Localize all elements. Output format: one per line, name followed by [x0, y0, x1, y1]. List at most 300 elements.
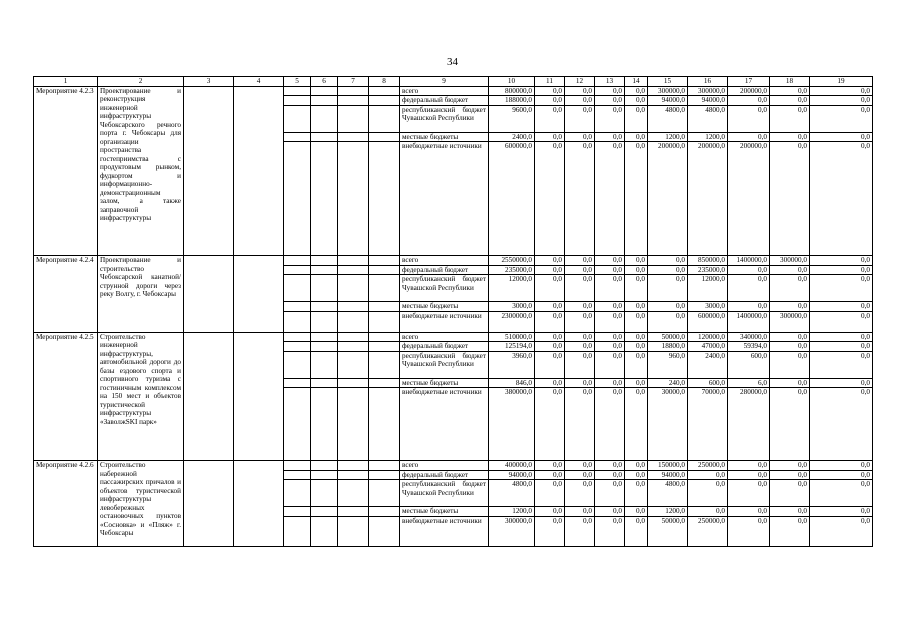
column-header: 8 — [369, 77, 400, 87]
empty-cell — [369, 516, 400, 546]
value-cell: 1200,0 — [648, 132, 688, 141]
empty-cell — [311, 388, 338, 461]
empty-cell — [369, 378, 400, 387]
value-cell: 600000,0 — [688, 311, 728, 332]
value-cell: 300000,0 — [770, 256, 810, 265]
value-cell: 0,0 — [770, 332, 810, 341]
value-cell: 0,0 — [535, 96, 565, 105]
value-cell: 0,0 — [595, 265, 625, 274]
column-header: 7 — [338, 77, 369, 87]
empty-cell — [369, 351, 400, 378]
value-cell: 4800,0 — [688, 105, 728, 132]
empty-cell — [369, 96, 400, 105]
value-cell: 0,0 — [728, 516, 770, 546]
value-cell: 0,0 — [565, 311, 595, 332]
value-cell: 2400,0 — [489, 132, 535, 141]
value-cell: 0,0 — [565, 256, 595, 265]
empty-cell — [338, 311, 369, 332]
empty-cell — [234, 332, 284, 460]
value-cell: 0,0 — [625, 332, 648, 341]
value-cell: 0,0 — [770, 351, 810, 378]
value-cell: 235000,0 — [688, 265, 728, 274]
value-cell: 280000,0 — [728, 388, 770, 461]
value-cell: 0,0 — [535, 507, 565, 516]
value-cell: 94000,0 — [688, 96, 728, 105]
empty-cell — [234, 256, 284, 332]
value-cell: 0,0 — [728, 265, 770, 274]
value-cell: 0,0 — [535, 480, 565, 507]
value-cell: 846,0 — [489, 378, 535, 387]
value-cell: 380000,0 — [489, 388, 535, 461]
empty-cell — [311, 480, 338, 507]
empty-cell — [338, 265, 369, 274]
value-cell: 0,0 — [595, 332, 625, 341]
value-cell: 0,0 — [565, 461, 595, 470]
funding-source: всего — [400, 256, 489, 265]
value-cell: 4800,0 — [648, 480, 688, 507]
value-cell: 0,0 — [565, 265, 595, 274]
column-header: 10 — [489, 77, 535, 87]
value-cell: 0,0 — [565, 480, 595, 507]
empty-cell — [311, 265, 338, 274]
value-cell: 0,0 — [595, 105, 625, 132]
value-cell: 0,0 — [728, 302, 770, 311]
value-cell: 0,0 — [810, 470, 873, 479]
empty-cell — [338, 388, 369, 461]
empty-cell — [369, 311, 400, 332]
value-cell: 0,0 — [625, 461, 648, 470]
value-cell: 188000,0 — [489, 96, 535, 105]
funding-source: федеральный бюджет — [400, 470, 489, 479]
value-cell: 0,0 — [595, 480, 625, 507]
value-cell: 0,0 — [810, 275, 873, 302]
value-cell: 0,0 — [770, 480, 810, 507]
value-cell: 0,0 — [728, 105, 770, 132]
empty-cell — [369, 132, 400, 141]
value-cell: 0,0 — [565, 87, 595, 96]
funding-source: внебюджетные источники — [400, 311, 489, 332]
value-cell: 0,0 — [625, 302, 648, 311]
value-cell: 0,0 — [535, 132, 565, 141]
column-header: 13 — [595, 77, 625, 87]
value-cell: 50000,0 — [648, 516, 688, 546]
empty-cell — [284, 256, 311, 265]
value-cell: 0,0 — [770, 378, 810, 387]
empty-cell — [338, 507, 369, 516]
empty-cell — [311, 275, 338, 302]
empty-cell — [338, 470, 369, 479]
empty-cell — [369, 87, 400, 96]
header-row — [34, 77, 873, 87]
funding-source: республиканский бюджет Чувашской Республики — [400, 351, 489, 378]
empty-cell — [284, 480, 311, 507]
value-cell: 0,0 — [535, 332, 565, 341]
value-cell: 0,0 — [565, 275, 595, 302]
measure-code: Мероприятие 4.2.3 — [34, 87, 98, 256]
value-cell: 0,0 — [565, 351, 595, 378]
value-cell: 0,0 — [595, 311, 625, 332]
column-header: 17 — [728, 77, 770, 87]
empty-cell — [369, 105, 400, 132]
column-header: 11 — [535, 77, 565, 87]
value-cell: 200000,0 — [728, 142, 770, 256]
funding-source: местные бюджеты — [400, 378, 489, 387]
value-cell: 200000,0 — [688, 142, 728, 256]
value-cell: 0,0 — [688, 507, 728, 516]
funding-source: федеральный бюджет — [400, 342, 489, 351]
value-cell: 0,0 — [565, 470, 595, 479]
value-cell: 0,0 — [625, 132, 648, 141]
value-cell: 0,0 — [625, 516, 648, 546]
empty-cell — [311, 105, 338, 132]
empty-cell — [311, 87, 338, 96]
value-cell: 0,0 — [648, 275, 688, 302]
value-cell: 1400000,0 — [728, 256, 770, 265]
value-cell: 250000,0 — [688, 516, 728, 546]
value-cell: 0,0 — [595, 507, 625, 516]
value-cell: 18800,0 — [648, 342, 688, 351]
empty-cell — [369, 142, 400, 256]
value-cell: 1200,0 — [688, 132, 728, 141]
empty-cell — [311, 470, 338, 479]
empty-cell — [369, 342, 400, 351]
measure-name: Проектирование и реконструкция инженерной инфраструктуры Чебоксарского речного порта г. Чебоксары для организации пространства гостеприимства с продуктовым рынком, фудкортом и информационно-демонстрационным залом, а также заправочной инфраструктуры — [98, 87, 184, 256]
column-header: 19 — [810, 77, 873, 87]
empty-cell — [369, 461, 400, 470]
value-cell: 240,0 — [648, 378, 688, 387]
value-cell: 0,0 — [535, 302, 565, 311]
value-cell: 0,0 — [595, 256, 625, 265]
value-cell: 0,0 — [810, 480, 873, 507]
value-cell: 0,0 — [535, 275, 565, 302]
empty-cell — [184, 256, 234, 332]
value-cell: 0,0 — [770, 461, 810, 470]
value-cell: 0,0 — [595, 516, 625, 546]
value-cell: 0,0 — [535, 256, 565, 265]
measure-code: Мероприятие 4.2.5 — [34, 332, 98, 460]
value-cell: 300000,0 — [770, 311, 810, 332]
empty-cell — [184, 87, 234, 256]
value-cell: 0,0 — [728, 470, 770, 479]
value-cell: 400000,0 — [489, 461, 535, 470]
value-cell: 0,0 — [595, 461, 625, 470]
value-cell: 0,0 — [565, 388, 595, 461]
value-cell: 50000,0 — [648, 332, 688, 341]
empty-cell — [284, 351, 311, 378]
column-header: 4 — [234, 77, 284, 87]
value-cell: 0,0 — [625, 342, 648, 351]
empty-cell — [284, 311, 311, 332]
value-cell: 0,0 — [565, 516, 595, 546]
value-cell: 4800,0 — [489, 480, 535, 507]
measure-code: Мероприятие 4.2.6 — [34, 461, 98, 546]
funding-source: местные бюджеты — [400, 302, 489, 311]
column-header: 5 — [284, 77, 311, 87]
value-cell: 0,0 — [565, 332, 595, 341]
budget-table — [33, 76, 873, 547]
value-cell: 94000,0 — [648, 96, 688, 105]
value-cell: 0,0 — [770, 302, 810, 311]
value-cell: 0,0 — [625, 96, 648, 105]
value-cell: 0,0 — [625, 142, 648, 256]
value-cell: 300000,0 — [648, 87, 688, 96]
measure-name: Строительство инженерной инфраструктуры, автомобильной дороги до базы ездового спорта и спортивного туризма с гостиничным комплексом на 150 мест и объектов туристической инфраструктуры «ЗаволжSKI парк» — [98, 332, 184, 460]
value-cell: 0,0 — [535, 388, 565, 461]
value-cell: 0,0 — [565, 507, 595, 516]
empty-cell — [338, 275, 369, 302]
empty-cell — [338, 342, 369, 351]
empty-cell — [338, 351, 369, 378]
table-row — [34, 461, 873, 470]
value-cell: 600,0 — [688, 378, 728, 387]
value-cell: 1200,0 — [648, 507, 688, 516]
table-row — [34, 87, 873, 96]
funding-source: местные бюджеты — [400, 507, 489, 516]
value-cell: 0,0 — [595, 470, 625, 479]
value-cell: 250000,0 — [688, 461, 728, 470]
value-cell: 0,0 — [535, 142, 565, 256]
value-cell: 0,0 — [535, 105, 565, 132]
value-cell: 0,0 — [595, 388, 625, 461]
value-cell: 1400000,0 — [728, 311, 770, 332]
empty-cell — [369, 332, 400, 341]
value-cell: 0,0 — [770, 142, 810, 256]
funding-source: внебюджетные источники — [400, 142, 489, 256]
value-cell: 0,0 — [810, 265, 873, 274]
value-cell: 0,0 — [810, 378, 873, 387]
column-header: 12 — [565, 77, 595, 87]
value-cell: 0,0 — [810, 256, 873, 265]
value-cell: 0,0 — [728, 275, 770, 302]
empty-cell — [284, 378, 311, 387]
empty-cell — [311, 378, 338, 387]
empty-cell — [184, 332, 234, 460]
value-cell: 0,0 — [810, 516, 873, 546]
page-number: 34 — [447, 56, 458, 68]
value-cell: 0,0 — [565, 105, 595, 132]
empty-cell — [284, 132, 311, 141]
empty-cell — [284, 275, 311, 302]
empty-cell — [311, 311, 338, 332]
value-cell: 0,0 — [770, 516, 810, 546]
empty-cell — [284, 342, 311, 351]
value-cell: 0,0 — [770, 87, 810, 96]
value-cell: 4800,0 — [648, 105, 688, 132]
value-cell: 2300000,0 — [489, 311, 535, 332]
empty-cell — [284, 516, 311, 546]
empty-cell — [284, 87, 311, 96]
value-cell: 0,0 — [625, 265, 648, 274]
value-cell: 0,0 — [535, 470, 565, 479]
value-cell: 12000,0 — [688, 275, 728, 302]
value-cell: 59394,0 — [728, 342, 770, 351]
measure-name: Строительство набережной пассажирских причалов и объектов туристической инфраструктуры левобережных остановочных пунктов «Сосновка» и «Пляж» г. Чебоксары — [98, 461, 184, 546]
value-cell: 0,0 — [648, 311, 688, 332]
empty-cell — [338, 87, 369, 96]
value-cell: 0,0 — [810, 507, 873, 516]
value-cell: 0,0 — [688, 480, 728, 507]
value-cell: 0,0 — [565, 378, 595, 387]
empty-cell — [284, 265, 311, 274]
empty-cell — [284, 105, 311, 132]
value-cell: 235000,0 — [489, 265, 535, 274]
empty-cell — [369, 256, 400, 265]
value-cell: 0,0 — [535, 461, 565, 470]
value-cell: 0,0 — [625, 256, 648, 265]
funding-source: всего — [400, 87, 489, 96]
value-cell: 800000,0 — [489, 87, 535, 96]
empty-cell — [284, 96, 311, 105]
empty-cell — [338, 105, 369, 132]
value-cell: 0,0 — [535, 516, 565, 546]
value-cell: 47000,0 — [688, 342, 728, 351]
column-header: 1 — [34, 77, 98, 87]
empty-cell — [369, 507, 400, 516]
empty-cell — [284, 302, 311, 311]
empty-cell — [369, 388, 400, 461]
empty-cell — [284, 142, 311, 256]
value-cell: 0,0 — [565, 342, 595, 351]
value-cell: 125194,0 — [489, 342, 535, 351]
value-cell: 0,0 — [625, 275, 648, 302]
funding-source: внебюджетные источники — [400, 388, 489, 461]
empty-cell — [338, 378, 369, 387]
value-cell: 0,0 — [810, 96, 873, 105]
value-cell: 340000,0 — [728, 332, 770, 341]
value-cell: 0,0 — [728, 96, 770, 105]
value-cell: 0,0 — [810, 302, 873, 311]
funding-source: республиканский бюджет Чувашской Республики — [400, 480, 489, 507]
funding-source: местные бюджеты — [400, 132, 489, 141]
value-cell: 30000,0 — [648, 388, 688, 461]
value-cell: 0,0 — [810, 332, 873, 341]
value-cell: 0,0 — [770, 342, 810, 351]
value-cell: 600,0 — [728, 351, 770, 378]
empty-cell — [338, 142, 369, 256]
value-cell: 0,0 — [770, 388, 810, 461]
funding-source: федеральный бюджет — [400, 265, 489, 274]
empty-cell — [311, 96, 338, 105]
table-body — [34, 87, 873, 547]
value-cell: 0,0 — [770, 96, 810, 105]
value-cell: 12000,0 — [489, 275, 535, 302]
value-cell: 0,0 — [810, 87, 873, 96]
column-header: 18 — [770, 77, 810, 87]
value-cell: 0,0 — [565, 302, 595, 311]
value-cell: 300000,0 — [489, 516, 535, 546]
value-cell: 0,0 — [810, 132, 873, 141]
value-cell: 0,0 — [595, 351, 625, 378]
empty-cell — [338, 132, 369, 141]
value-cell: 0,0 — [810, 342, 873, 351]
value-cell: 0,0 — [770, 132, 810, 141]
empty-cell — [338, 332, 369, 341]
table-row — [34, 332, 873, 341]
empty-cell — [311, 132, 338, 141]
value-cell: 0,0 — [565, 142, 595, 256]
empty-cell — [234, 461, 284, 546]
measure-code: Мероприятие 4.2.4 — [34, 256, 98, 332]
empty-cell — [284, 461, 311, 470]
value-cell: 0,0 — [595, 87, 625, 96]
value-cell: 0,0 — [595, 378, 625, 387]
funding-source: всего — [400, 461, 489, 470]
value-cell: 0,0 — [648, 256, 688, 265]
value-cell: 0,0 — [625, 311, 648, 332]
value-cell: 9600,0 — [489, 105, 535, 132]
value-cell: 0,0 — [535, 265, 565, 274]
column-header: 15 — [648, 77, 688, 87]
empty-cell — [311, 256, 338, 265]
value-cell: 0,0 — [770, 265, 810, 274]
empty-cell — [184, 461, 234, 546]
empty-cell — [338, 302, 369, 311]
value-cell: 0,0 — [625, 105, 648, 132]
value-cell: 0,0 — [648, 302, 688, 311]
value-cell: 3960,0 — [489, 351, 535, 378]
value-cell: 0,0 — [728, 461, 770, 470]
value-cell: 0,0 — [565, 96, 595, 105]
funding-source: федеральный бюджет — [400, 96, 489, 105]
value-cell: 0,0 — [625, 87, 648, 96]
value-cell: 600000,0 — [489, 142, 535, 256]
empty-cell — [311, 461, 338, 470]
value-cell: 3000,0 — [688, 302, 728, 311]
empty-cell — [284, 507, 311, 516]
value-cell: 200000,0 — [648, 142, 688, 256]
column-header: 6 — [311, 77, 338, 87]
value-cell: 0,0 — [770, 507, 810, 516]
empty-cell — [284, 470, 311, 479]
value-cell: 0,0 — [535, 311, 565, 332]
empty-cell — [338, 256, 369, 265]
empty-cell — [311, 302, 338, 311]
value-cell: 3000,0 — [489, 302, 535, 311]
value-cell: 0,0 — [535, 378, 565, 387]
empty-cell — [369, 470, 400, 479]
value-cell: 0,0 — [595, 342, 625, 351]
value-cell: 0,0 — [625, 507, 648, 516]
value-cell: 0,0 — [770, 275, 810, 302]
value-cell: 0,0 — [535, 87, 565, 96]
empty-cell — [311, 516, 338, 546]
value-cell: 0,0 — [595, 96, 625, 105]
value-cell: 0,0 — [770, 470, 810, 479]
empty-cell — [284, 388, 311, 461]
value-cell: 0,0 — [595, 132, 625, 141]
value-cell: 0,0 — [535, 351, 565, 378]
measure-name: Проектирование и строительство Чебоксарской канатной/струнной дороги через реку Волгу, г. Чебоксары — [98, 256, 184, 332]
value-cell: 6,0 — [728, 378, 770, 387]
value-cell: 200000,0 — [728, 87, 770, 96]
value-cell: 0,0 — [625, 378, 648, 387]
table-row — [34, 256, 873, 265]
funding-source: внебюджетные источники — [400, 516, 489, 546]
value-cell: 0,0 — [625, 470, 648, 479]
value-cell: 0,0 — [595, 142, 625, 256]
value-cell: 0,0 — [810, 351, 873, 378]
empty-cell — [311, 142, 338, 256]
empty-cell — [284, 332, 311, 341]
empty-cell — [311, 332, 338, 341]
empty-cell — [311, 507, 338, 516]
empty-cell — [338, 461, 369, 470]
value-cell: 0,0 — [810, 105, 873, 132]
funding-source: республиканский бюджет Чувашской Республики — [400, 105, 489, 132]
value-cell: 0,0 — [728, 480, 770, 507]
value-cell: 510000,0 — [489, 332, 535, 341]
value-cell: 0,0 — [648, 265, 688, 274]
